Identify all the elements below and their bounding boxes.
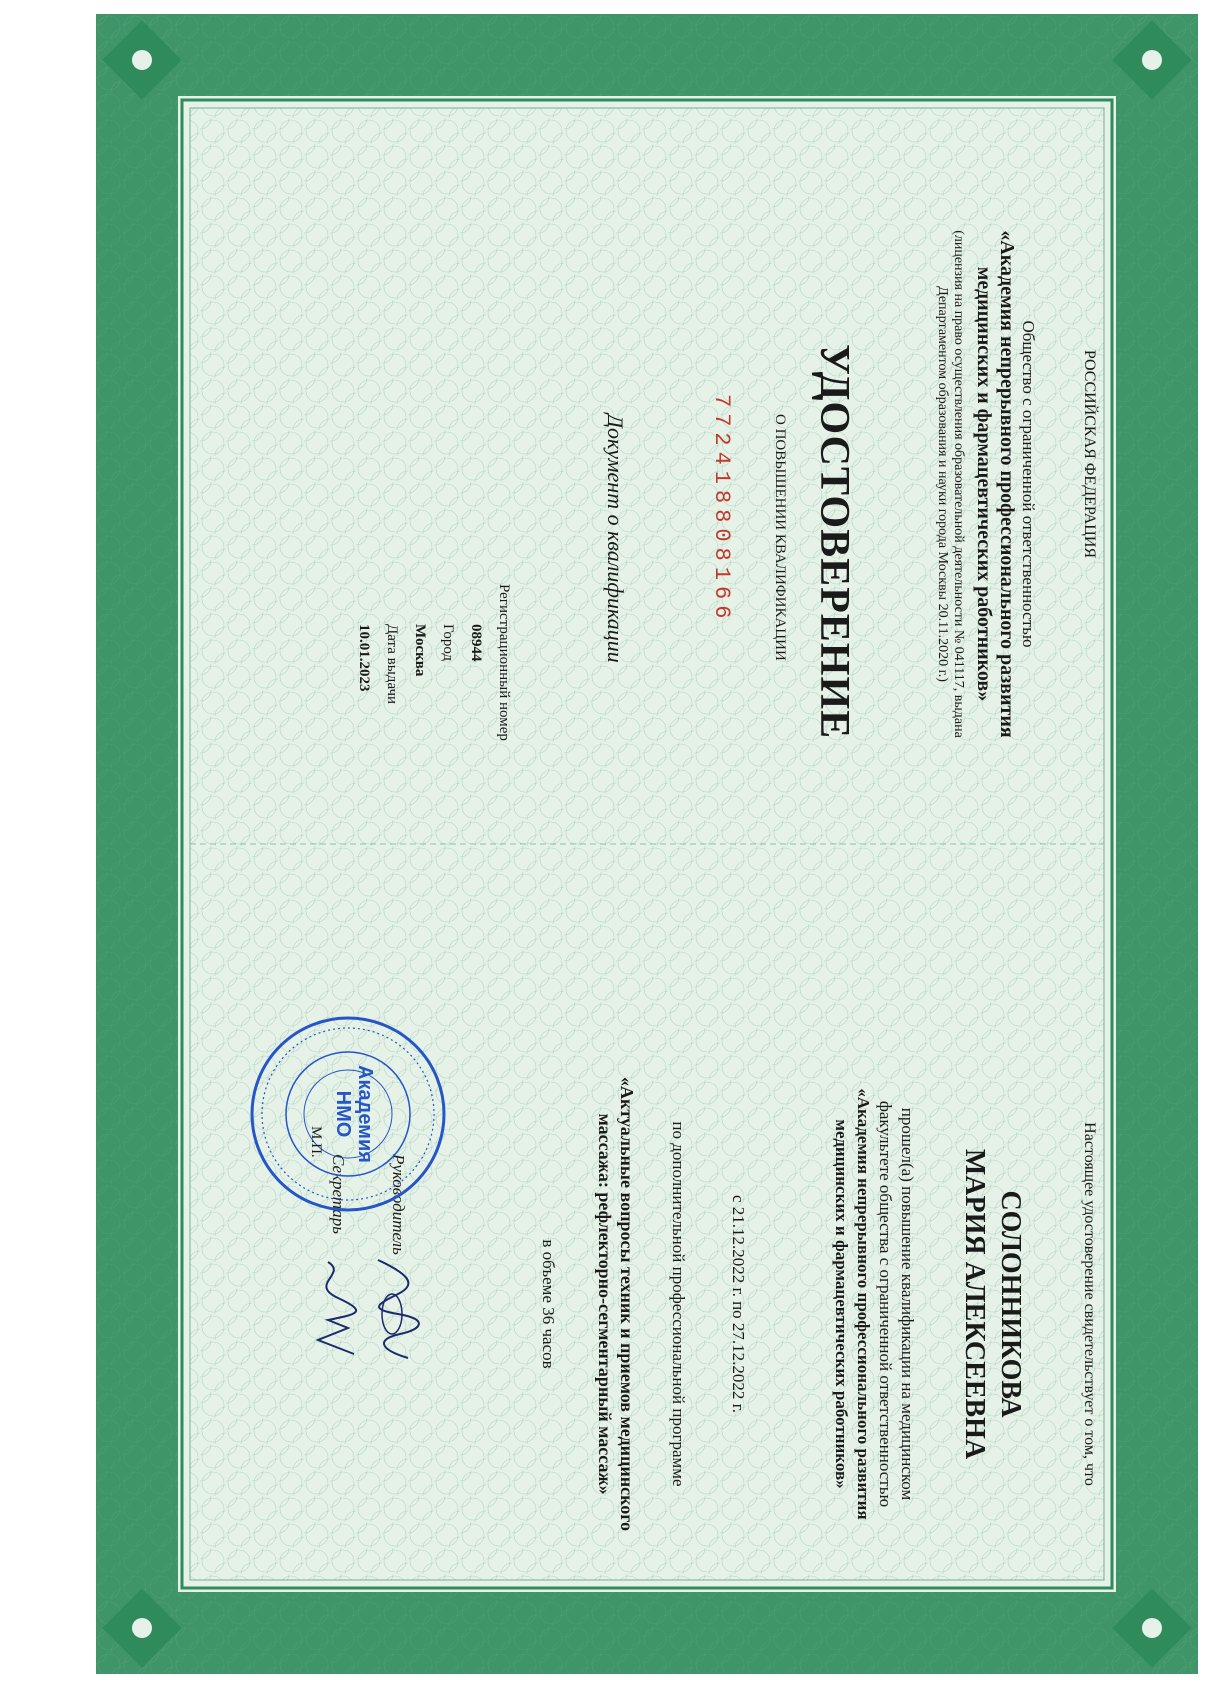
stamp-center-line1: Академия	[354, 1065, 376, 1163]
secretary-label: Секретарь	[329, 1154, 348, 1234]
passed-line2: факультете общества с ограниченной ответственностью	[876, 1100, 895, 1508]
passed-line1: прошел(а) повышение квалификации на медицинском	[898, 1107, 917, 1501]
intro-text: Настоящее удостоверение свидетельствует о том, что	[1081, 1122, 1098, 1486]
academy-line2: медицинских и фармацевтических работников»	[832, 1119, 851, 1489]
head-signature-icon	[358, 1254, 428, 1364]
license-line2: Департаментом образования и науки города Москвы 20.11.2020 г.)	[935, 286, 950, 682]
certificate-sheet	[96, 14, 1198, 1674]
secretary-signature-icon	[298, 1254, 368, 1364]
serial-number: 772418808166	[709, 394, 734, 625]
stamp-center-line2: НМО	[332, 1090, 354, 1138]
program-title-line1: «Актуальные вопросы техник и приемов медицинского	[617, 1077, 637, 1531]
city-label: Город	[440, 624, 456, 662]
head-label: Руководитель	[389, 1154, 408, 1255]
doc-type: Документ о квалификации	[603, 414, 628, 663]
program-title-line2: массажа: рефлекторно-сегментарный массаж»	[595, 1113, 615, 1495]
reg-number-value: 08944	[468, 624, 484, 662]
org-prefix: Общество с ограниченной ответственностью	[1019, 320, 1038, 648]
issue-date-label: Дата выдачи	[384, 624, 400, 705]
official-stamp	[248, 1014, 448, 1214]
academy-line1: «Академия непрерывного профессионального развития	[854, 1088, 873, 1520]
holder-surname: СОЛОННИКОВА	[995, 1190, 1026, 1418]
holder-name: МАРИЯ АЛЕКСЕЕВНА	[959, 1148, 990, 1460]
certificate-content	[96, 14, 1198, 1674]
reg-number-label: Регистрационный номер	[496, 584, 512, 741]
course-hours: в объеме 36 часов	[539, 1239, 558, 1369]
country-header: РОССИЙСКАЯ ФЕДЕРАЦИЯ	[1081, 349, 1098, 559]
org-name-line2: медицинских и фармацевтических работников»	[973, 266, 995, 702]
city-value: Москва	[412, 624, 428, 677]
course-period: с 21.12.2022 г. по 27.12.2022 г.	[729, 1194, 748, 1413]
org-name-line1: «Академия непрерывного профессионального развития	[996, 230, 1018, 738]
issue-date-value: 10.01.2023	[356, 624, 372, 692]
license-line1: (лицензия на право осуществления образовательной деятельности № 041117, выдана	[951, 230, 966, 738]
stamp-mp-label: М.П.	[308, 1126, 324, 1158]
program-intro: по дополнительной профессиональной программе	[669, 1121, 688, 1487]
doc-title: УДОСТОВЕРЕНИЕ	[811, 344, 857, 740]
doc-subtitle: О ПОВЫШЕНИИ КВАЛИФИКАЦИИ	[772, 414, 788, 661]
